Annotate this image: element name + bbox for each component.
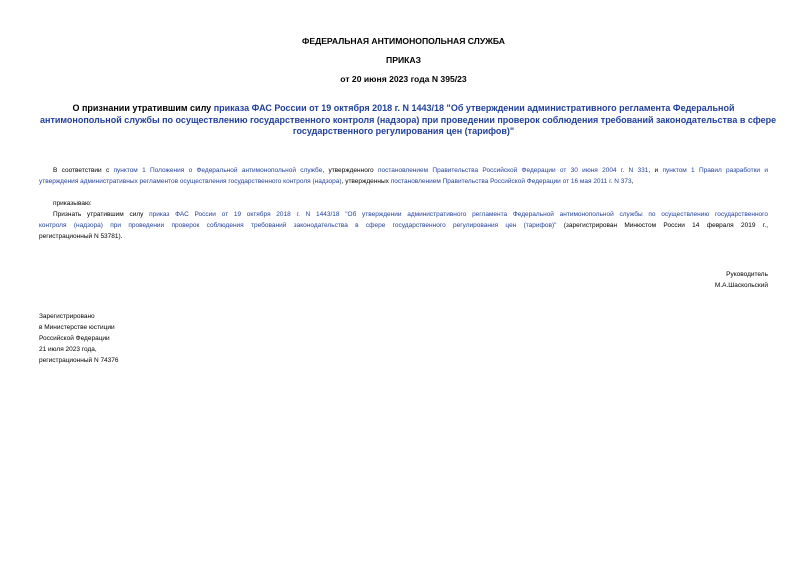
order-word-text: приказываю:	[53, 200, 92, 207]
order-word	[39, 198, 768, 209]
order-line-2	[39, 220, 768, 231]
registration-line: в Министерстве юстиции	[39, 324, 115, 331]
title-link-part-1[interactable]: приказа ФАС России от 19 октября 2018 г. N 1443/18 "Об утверждении административного регламента Федеральной	[213, 103, 735, 113]
basis-line-2	[39, 176, 768, 187]
order-line-3: регистрационный N 53781).	[39, 233, 123, 240]
registration-block	[39, 311, 119, 366]
registration-line: 21 июля 2023 года,	[39, 346, 97, 353]
registration-line: Зарегистрировано	[39, 313, 95, 320]
registration-line: Российской Федерации	[39, 335, 110, 342]
basis-text-4: , утвержденных	[341, 178, 391, 185]
basis-text-1: В соответствии с	[53, 167, 114, 174]
title-line-1	[40, 103, 767, 115]
doc-type-heading: ПРИКАЗ	[386, 55, 421, 65]
title-link-part-2[interactable]: антимонопольной службы по осуществлению государственного контроля (надзора) при проведении проверок соблюдения требований законодательства в сфере	[40, 114, 777, 125]
title-prefix: О признании утратившим силу	[72, 103, 214, 113]
basis-link-rules-item-1[interactable]: пунктом 1 Правил разработки и	[662, 167, 768, 174]
basis-paragraph	[39, 165, 768, 187]
order-text-1: Признать утратившим силу	[53, 211, 150, 218]
document-title	[40, 103, 777, 138]
basis-text-2: , утвержденного	[322, 167, 378, 174]
basis-text-3: , и	[648, 167, 663, 174]
order-link-part-1[interactable]: приказ ФАС России от 19 октября 2018 г. N 1443/18 "Об утверждении административного регламента Федеральной антимонопольной службы по осуществлению государственного	[149, 211, 768, 218]
doc-date-number: от 20 июня 2023 года N 395/23	[340, 74, 467, 84]
agency-heading: ФЕДЕРАЛЬНАЯ АНТИМОНОПОЛЬНАЯ СЛУЖБА	[302, 36, 505, 46]
order-line-1	[39, 209, 768, 220]
registration-line: регистрационный N 74376	[39, 357, 119, 364]
title-link-part-3[interactable]: государственного регулирования цен (тарифов)"	[292, 126, 515, 136]
basis-link-decree-331[interactable]: постановлением Правительства Российской Федерации от 30 июня 2004 г. N 331	[377, 167, 649, 174]
basis-link-rules-title[interactable]: утверждения административных регламентов осуществления государственного контроля (надзора)	[39, 178, 342, 185]
basis-line-1	[39, 165, 768, 176]
basis-text-5: ,	[631, 178, 634, 185]
signature-position: Руководитель	[726, 271, 768, 278]
signature-name: М.А.Шаскольский	[714, 282, 768, 289]
basis-link-decree-373[interactable]: постановлением Правительства Российской Федерации от 16 мая 2011 г. N 373	[390, 178, 632, 185]
order-link-part-2[interactable]: контроля (надзора) при проведении проверок соблюдения требований законодательства в сфере государственного регулирования цен (тарифов)"	[39, 222, 557, 229]
basis-link-fas-regulation[interactable]: пунктом 1 Положения о Федеральной антимонопольной службе	[113, 167, 323, 174]
order-text-2: (зарегистрирован Минюстом России 14 февраля 2019 г.,	[556, 222, 768, 229]
order-paragraph	[39, 209, 768, 242]
